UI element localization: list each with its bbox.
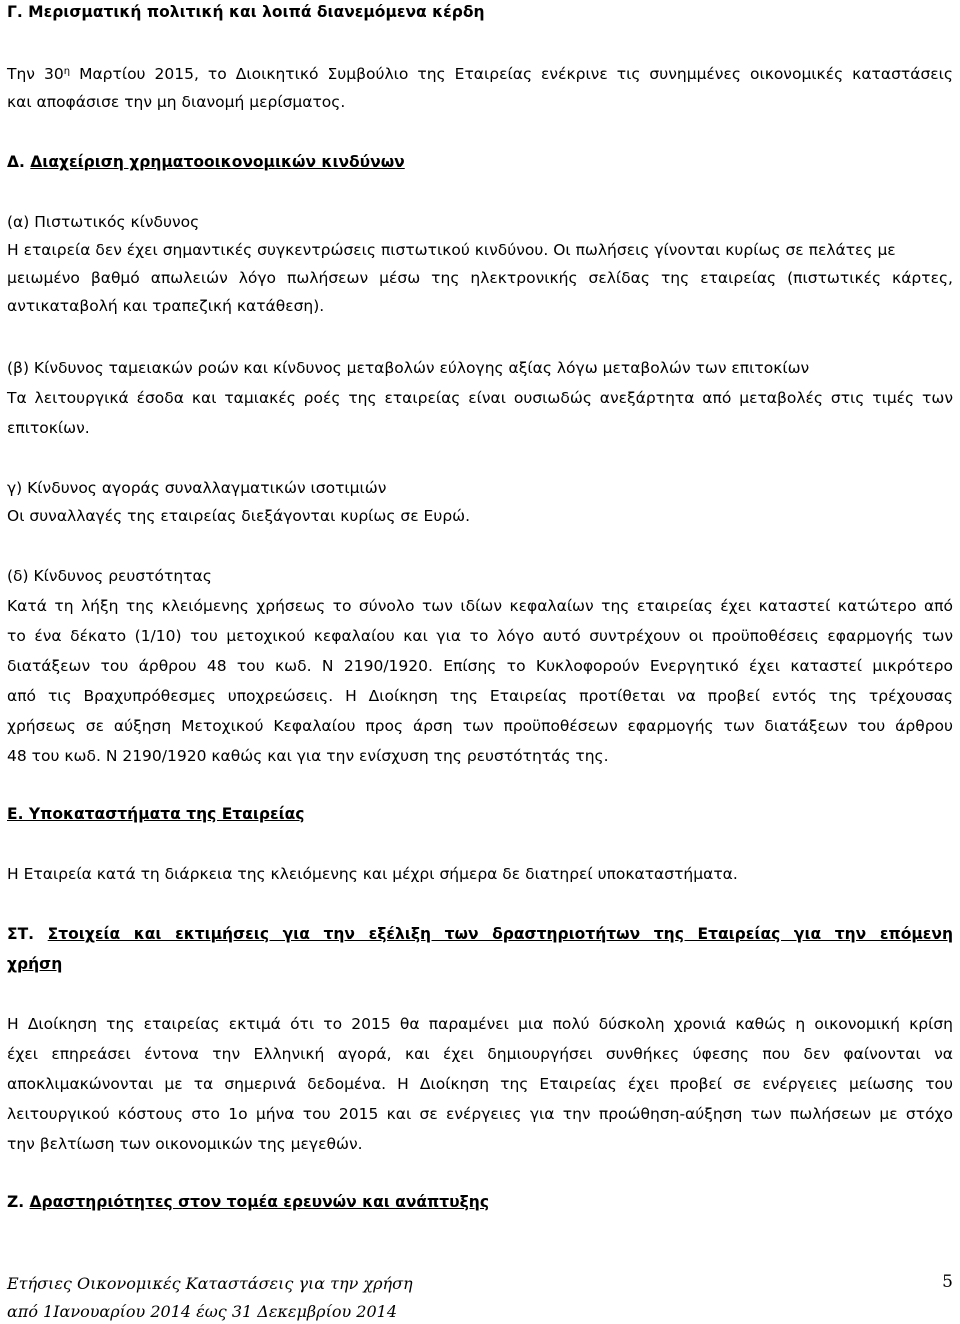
paragraph-st-line-4: λειτουργικού κόστους στο 1ο μήνα του 2015 και σε ενέργειες για την προώθηση-αύξηση των πωλήσεων με στόχο	[7, 1105, 953, 1123]
section-z-heading: Δραστηριότητες στον τομέα ερευνών και ανάπτυξης	[29, 1193, 490, 1211]
paragraph-b-line-2: επιτοκίων.	[7, 419, 90, 437]
paragraph-a-line-2: μειωμένο βαθμό απωλειών λόγο πωλήσεων μέσω της ηλεκτρονικής σελίδας της εταιρείας (πιστωτικές κάρτες,	[7, 269, 953, 287]
paragraph-g-line-1	[7, 64, 953, 84]
paragraph-e-line-1: Η Εταιρεία κατά τη διάρκεια της κλειόμενης και μέχρι σήμερα δε διατηρεί υποκαταστήματα.	[7, 865, 738, 883]
paragraph-c-line-1: Οι συναλλαγές της εταιρείας διεξάγονται κυρίως σε Ευρώ.	[7, 507, 471, 525]
page-number: 5	[942, 1272, 953, 1292]
paragraph-st-line-2: έχει επηρεάσει έντονα την Ελληνική αγορά, και έχει δημιουργήσει συνθήκες ύφεσης που δεν φαίνονται να	[7, 1045, 953, 1063]
superscript: η	[63, 66, 71, 77]
paragraph-d-line-3: διατάξεων του άρθρου 48 του κωδ. Ν 2190/1920. Επίσης το Κυκλοφορούν Ενεργητικό έχει καταστεί μικρότερο	[7, 657, 953, 675]
paragraph-st-line-1: Η Διοίκηση της εταιρείας εκτιμά ότι το 2015 θα παραμένει μια πολύ δύσκολη χρονιά καθώς η οικονομική κρίση	[7, 1015, 953, 1033]
section-e-title: Ε. Υποκαταστήματα της Εταιρείας	[7, 805, 305, 823]
paragraph-st-line-5: την βελτίωση των οικονομικών της μεγεθών.	[7, 1135, 363, 1153]
section-z-prefix: Ζ.	[7, 1193, 30, 1211]
paragraph-d-line-2: το ένα δέκατο (1/10) του μετοχικού κεφαλαίου και για το λόγο αυτό συντρέχουν οι προϋποθέσεις εφαρμογής των	[7, 627, 953, 645]
text-fragment: Την 30	[7, 65, 64, 83]
paragraph-st-line-3: αποκλιμακώνονται με τα σημερινά δεδομένα. Η Διοίκηση της Εταιρείας έχει προβεί σε ενέργειες μείωσης του	[7, 1075, 953, 1093]
subsection-c-heading: γ) Κίνδυνος αγοράς συναλλαγματικών ισοτιμιών	[7, 479, 387, 497]
section-d-title	[7, 152, 405, 172]
section-st-title-line-1	[7, 924, 953, 944]
paragraph-d-line-1: Κατά τη λήξη της κλειόμενης χρήσεως το σύνολο των ιδίων κεφαλαίων της εταιρείας έχει καταστεί κατώτερο από	[7, 597, 953, 615]
subsection-b-heading: (β) Κίνδυνος ταμειακών ροών και κίνδυνος μεταβολών εύλογης αξίας λόγω μεταβολών των επιτοκίων	[7, 359, 810, 377]
footer-period: από 1Ιανουαρίου 2014 έως 31 Δεκεμβρίου 2014	[7, 1302, 397, 1321]
paragraph-d-line-5: χρήσεως σε αύξηση Μετοχικού Κεφαλαίου προς άρση των προϋποθέσεων εφαρμογής των διατάξεων του άρθρου	[7, 717, 953, 735]
subsection-a-heading: (α) Πιστωτικός κίνδυνος	[7, 213, 200, 231]
paragraph-b-line-1: Τα λειτουργικά έσοδα και ταμιακές ροές της εταιρείας είναι ουσιωδώς ανεξάρτητα από μεταβολές στις τιμές των	[7, 389, 953, 407]
section-z-title	[7, 1192, 489, 1212]
text-fragment: Μαρτίου 2015, το Διοικητικό Συμβούλιο της Εταιρείας ενέκρινε τις συνημμένες οικονομικές καταστάσεις	[70, 65, 954, 83]
section-st-prefix: ΣΤ.	[7, 925, 48, 943]
footer-title: Ετήσιες Οικονομικές Καταστάσεις για την χρήση	[7, 1274, 413, 1293]
paragraph-d-line-4: από τις Βραχυπρόθεσμες υποχρεώσεις. Η Διοίκηση της Εταιρείας προτίθεται να προβεί εντός της τρέχουσας	[7, 687, 953, 705]
paragraph-a-line-3: αντικαταβολή και τραπεζική κατάθεση).	[7, 297, 325, 315]
section-g-title: Γ. Μερισματική πολιτική και λοιπά διανεμόμενα κέρδη	[7, 3, 485, 21]
paragraph-a-line-1: Η εταιρεία δεν έχει σημαντικές συγκεντρώσεις πιστωτικού κινδύνου. Οι πωλήσεις γίνονται κυρίως σε πελάτες με	[7, 241, 896, 259]
section-st-heading: Στοιχεία και εκτιμήσεις για την εξέλιξη των δραστηριοτήτων της Εταιρείας για την επόμενη	[47, 925, 954, 943]
paragraph-d-line-6: 48 του κωδ. Ν 2190/1920 καθώς και για την ενίσχυση της ρευστότητάς της.	[7, 747, 609, 765]
paragraph-g-line-2: και αποφάσισε την μη διανομή μερίσματος.	[7, 93, 346, 111]
subsection-d-heading: (δ) Κίνδυνος ρευστότητας	[7, 567, 212, 585]
section-st-title-line-2: χρήση	[7, 955, 63, 973]
section-d-heading: Διαχείριση χρηματοοικονομικών κινδύνων	[30, 153, 405, 171]
section-d-prefix: Δ.	[7, 153, 31, 171]
